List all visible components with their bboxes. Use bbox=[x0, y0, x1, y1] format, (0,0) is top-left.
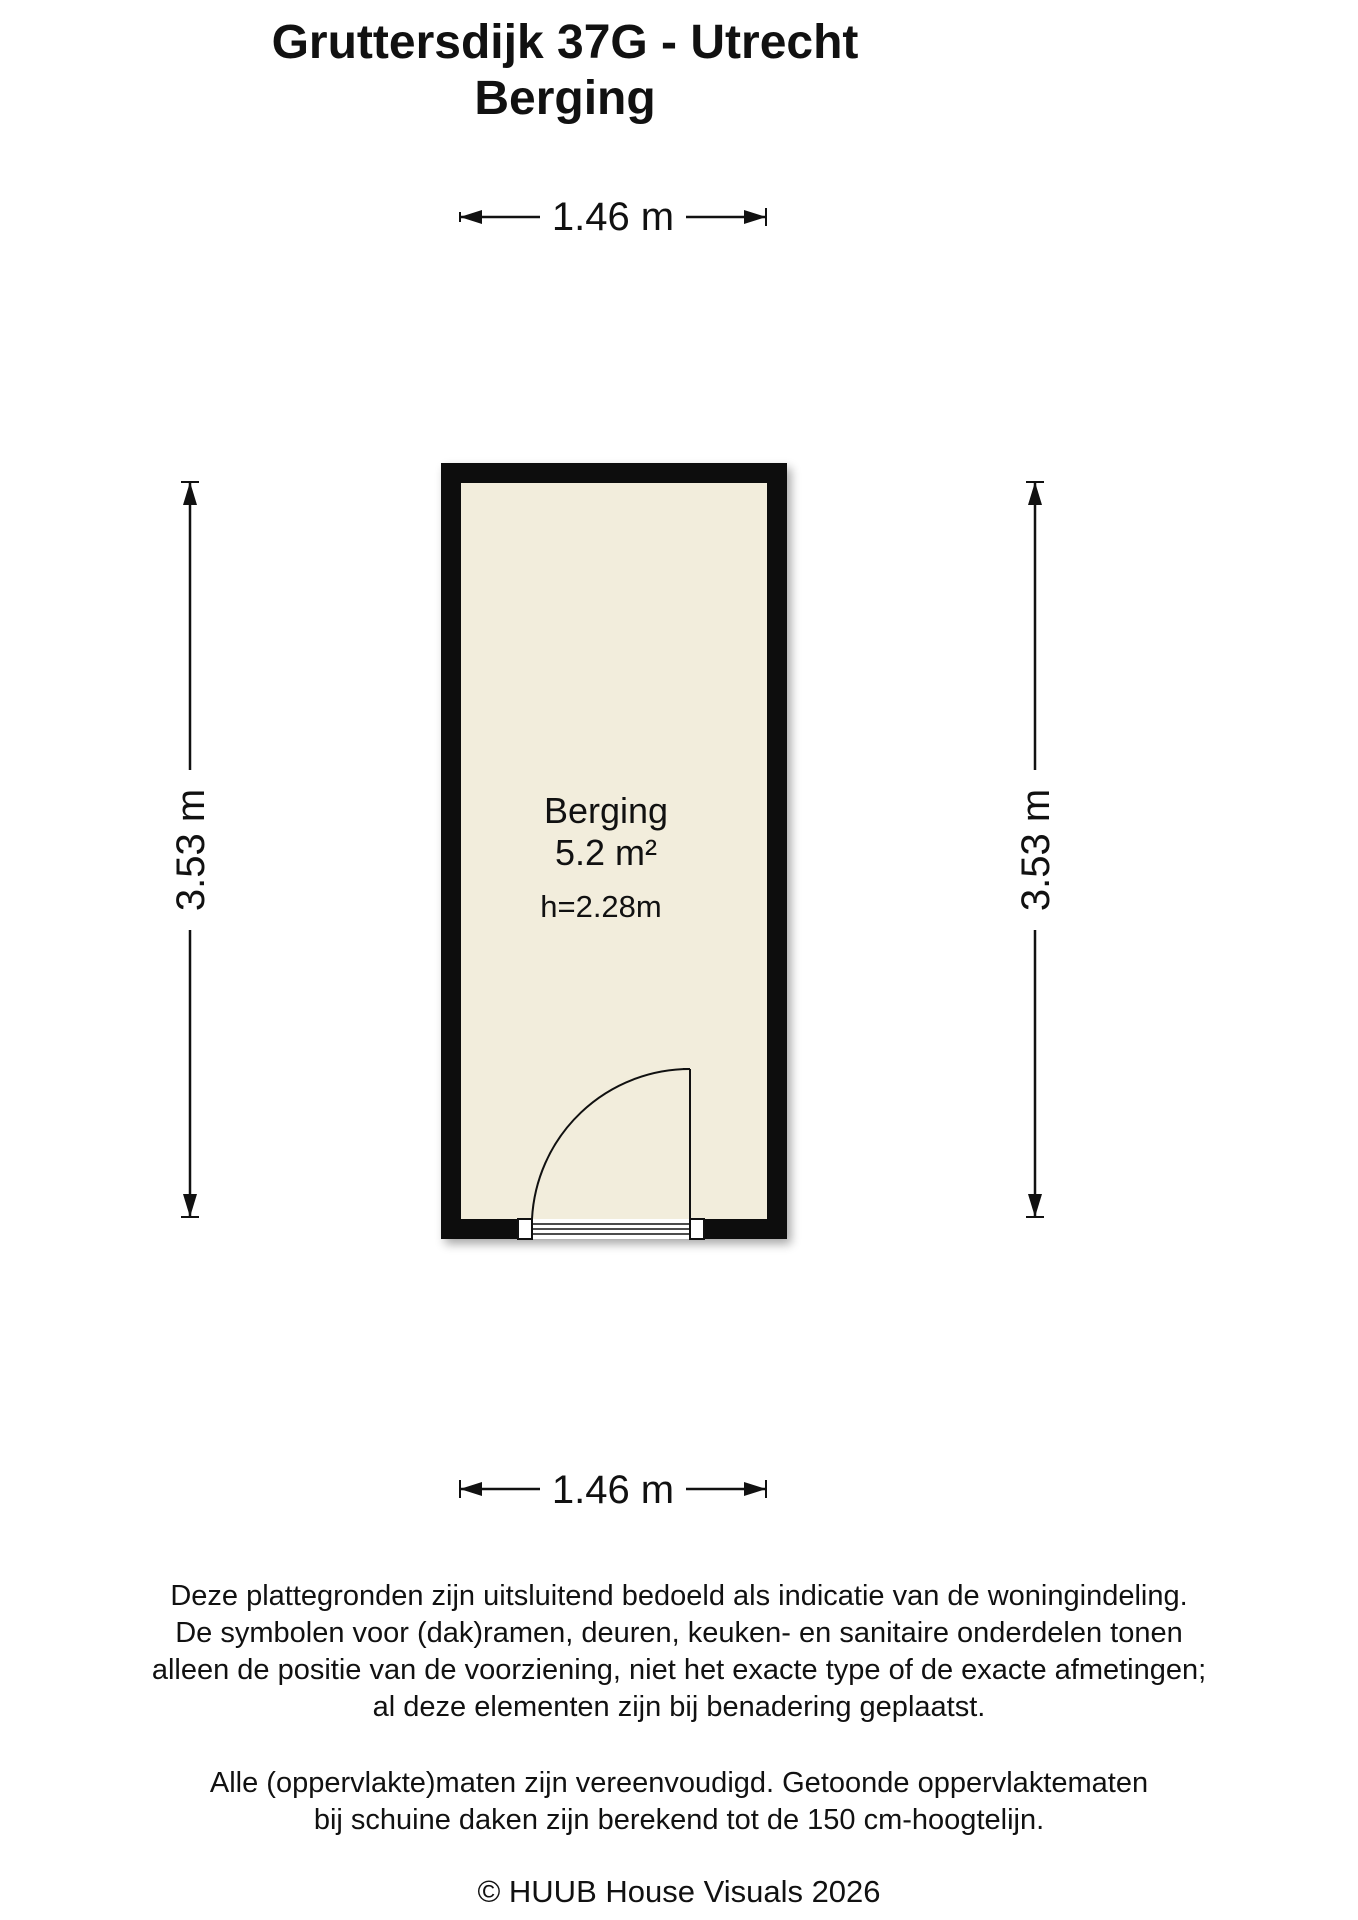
dimension-left bbox=[169, 482, 213, 1217]
door-frame-right bbox=[690, 1219, 704, 1239]
page-subtitle: Berging bbox=[474, 72, 656, 125]
disclaimer-line: alleen de positie van de voorziening, niet het exacte type of de exacte afmetingen; bbox=[151, 1654, 1207, 1686]
door-frame-left bbox=[518, 1219, 532, 1239]
room-berging bbox=[441, 463, 787, 1239]
room-height: h=2.28m bbox=[540, 889, 662, 924]
copyright-notice: © HUUB House Visuals 2026 bbox=[477, 1874, 881, 1909]
dimension-bottom-label: 1.46 m bbox=[551, 1468, 675, 1512]
disclaimer-line: Deze plattegronden zijn uitsluitend bedoeld als indicatie van de woningindeling. bbox=[170, 1580, 1188, 1612]
dimension-bottom bbox=[460, 1468, 766, 1512]
disclaimer-paragraph-2 bbox=[0, 1765, 1358, 1839]
disclaimer-line: De symbolen voor (dak)ramen, deuren, keuken- en sanitaire onderdelen tonen bbox=[175, 1617, 1183, 1649]
dimension-right-label: 3.53 m bbox=[1014, 788, 1058, 912]
room-name: Berging bbox=[543, 790, 669, 831]
room-area: 5.2 m² bbox=[554, 832, 658, 873]
disclaimer-line: Alle (oppervlakte)maten zijn vereenvoudigd. Getoonde oppervlaktematen bbox=[209, 1767, 1149, 1799]
disclaimer-line: al deze elementen zijn bij benadering geplaatst. bbox=[372, 1691, 986, 1723]
dimension-right bbox=[1014, 482, 1058, 1217]
dimension-top bbox=[460, 195, 766, 239]
dimension-left-label: 3.53 m bbox=[169, 788, 213, 912]
dimension-top-label: 1.46 m bbox=[551, 195, 675, 239]
disclaimer-paragraph-1 bbox=[0, 1578, 1358, 1726]
disclaimer-line: bij schuine daken zijn berekend tot de 150 cm-hoogtelijn. bbox=[313, 1804, 1045, 1836]
page-title: Gruttersdijk 37G - Utrecht bbox=[271, 16, 859, 69]
